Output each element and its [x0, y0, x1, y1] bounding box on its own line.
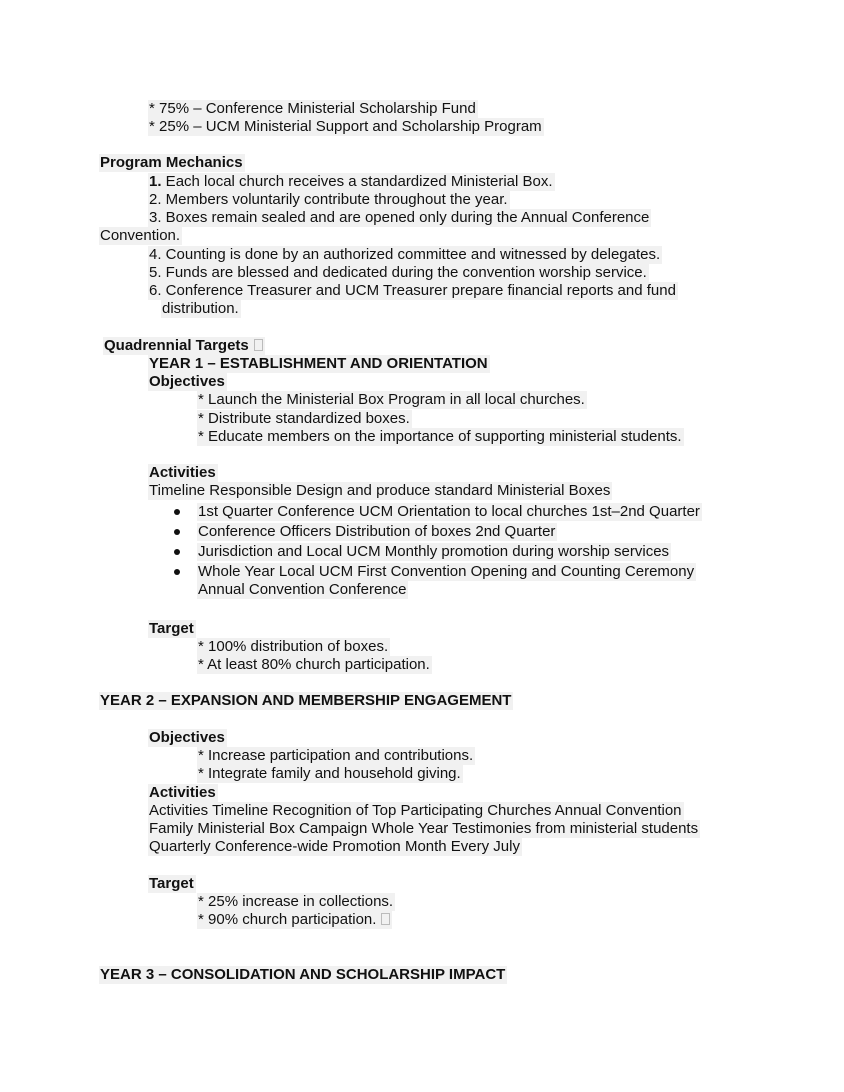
targets-heading	[103, 337, 265, 355]
year1-activity-item: 1st Quarter Conference UCM Orientation to local churches 1st–2nd Quarter	[198, 503, 700, 520]
mechanics-heading: Program Mechanics	[100, 154, 243, 171]
fund-split-line: * 75% – Conference Ministerial Scholarship Fund	[149, 100, 476, 117]
year1-objective: * Educate members on the importance of supporting ministerial students.	[198, 428, 682, 445]
year1-objective: * Launch the Ministerial Box Program in all local churches.	[198, 391, 585, 408]
year2-target: * 25% increase in collections.	[198, 893, 394, 910]
targets-heading-text: Quadrennial Targets	[104, 337, 249, 354]
mechanics-item-continued: Convention.	[100, 227, 181, 244]
year1-target: * At least 80% church participation.	[198, 656, 430, 673]
bullet-icon	[174, 509, 180, 515]
year2-target-text: * 90% church participation.	[198, 911, 377, 928]
year1-activity-item: Whole Year Local UCM First Convention Opening and Counting Ceremony	[198, 563, 695, 580]
mechanics-item-continued: distribution.	[162, 300, 239, 317]
fund-split-line: * 25% – UCM Ministerial Support and Scholarship Program	[149, 118, 542, 135]
year1-activity-item: Jurisdiction and Local UCM Monthly promotion during worship services	[198, 543, 670, 560]
year2-activity-line: Quarterly Conference-wide Promotion Month Every July	[149, 838, 520, 855]
mechanics-item: 5. Funds are blessed and dedicated during the convention worship service.	[149, 264, 647, 281]
year1-activities-label: Activities	[149, 464, 216, 481]
mechanics-item-number: 1.	[149, 173, 162, 190]
year2-activity-line: Family Ministerial Box Campaign Whole Year Testimonies from ministerial students	[149, 820, 699, 837]
year1-objective: * Distribute standardized boxes.	[198, 410, 410, 427]
year3-heading: YEAR 3 – CONSOLIDATION AND SCHOLARSHIP IMPACT	[100, 966, 506, 983]
year2-activities-label: Activities	[149, 784, 216, 801]
mechanics-item: 2. Members voluntarily contribute throughout the year.	[149, 191, 508, 208]
year2-target-label: Target	[149, 875, 194, 892]
year1-target-label: Target	[149, 620, 194, 637]
year2-objective: * Integrate family and household giving.	[198, 765, 461, 782]
mechanics-item: 6. Conference Treasurer and UCM Treasurer prepare financial reports and fund	[149, 282, 676, 299]
mechanics-item: 4. Counting is done by an authorized committee and witnessed by delegates.	[149, 246, 661, 263]
year1-activity-item-continued: Annual Convention Conference	[198, 581, 407, 598]
year2-heading: YEAR 2 – EXPANSION AND MEMBERSHIP ENGAGEMENT	[100, 692, 512, 709]
year1-activities-intro: Timeline Responsible Design and produce standard Ministerial Boxes	[149, 482, 611, 499]
year2-target	[197, 911, 392, 929]
missing-glyph-icon	[254, 339, 263, 351]
year1-target: * 100% distribution of boxes.	[198, 638, 389, 655]
mechanics-item: 3. Boxes remain sealed and are opened only during the Annual Conference	[149, 209, 650, 226]
year2-activity-line: Activities Timeline Recognition of Top Participating Churches Annual Convention	[149, 802, 682, 819]
mechanics-item-text: Each local church receives a standardized Ministerial Box.	[161, 173, 553, 190]
bullet-icon	[174, 529, 180, 535]
year1-heading: YEAR 1 – ESTABLISHMENT AND ORIENTATION	[149, 355, 488, 372]
year1-activity-item: Conference Officers Distribution of boxes 2nd Quarter	[198, 523, 556, 540]
bullet-icon	[174, 549, 180, 555]
bullet-icon	[174, 569, 180, 575]
mechanics-item	[148, 173, 555, 191]
year1-objectives-label: Objectives	[149, 373, 225, 390]
year2-objective: * Increase participation and contributions.	[198, 747, 474, 764]
year2-objectives-label: Objectives	[149, 729, 225, 746]
missing-glyph-icon	[381, 913, 390, 925]
